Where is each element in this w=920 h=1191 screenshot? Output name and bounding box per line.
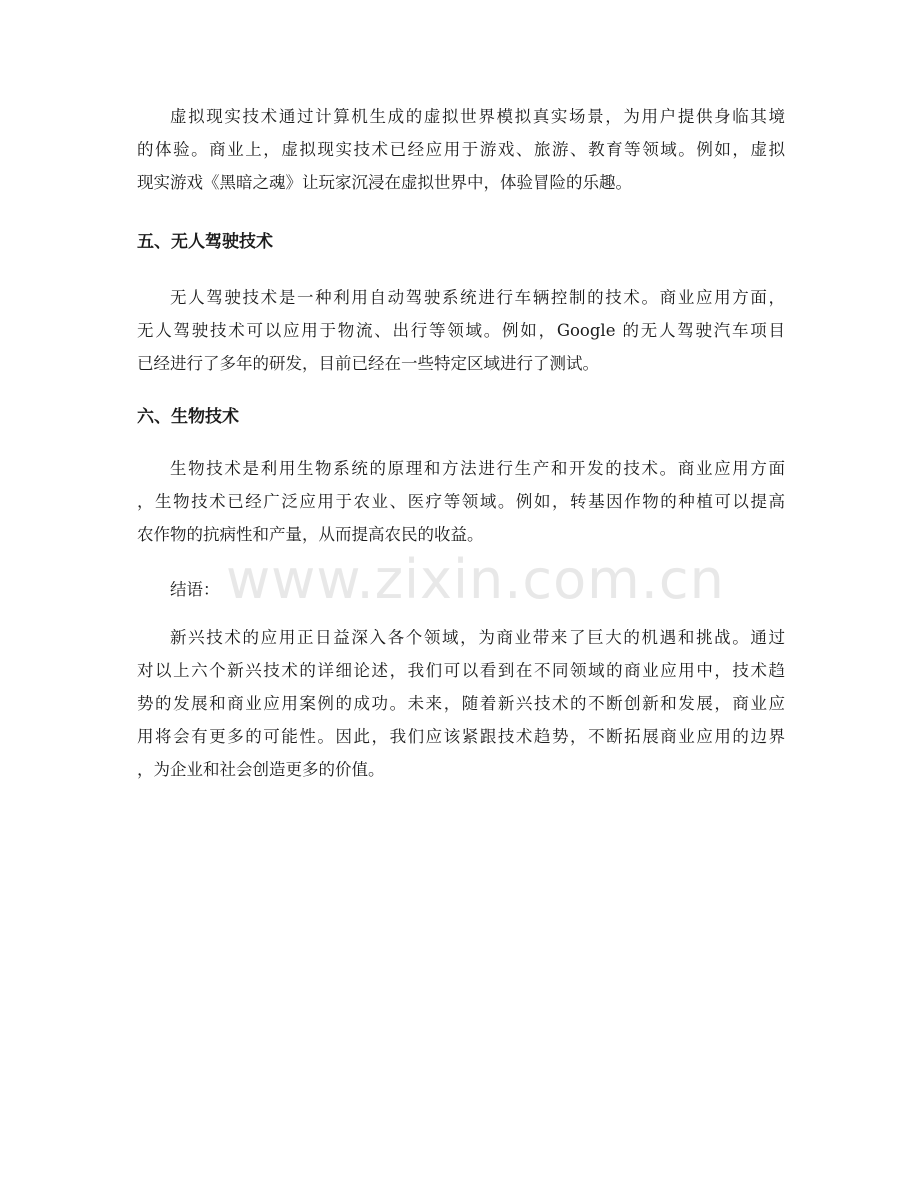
paragraph-line: 用将会有更多的可能性。因此，我们应该紧跟技术趋势，不断拓展商业应用的边界 (137, 727, 785, 746)
paragraph-line: ，生物技术已经广泛应用于农业、医疗等领域。例如，转基因作物的种植可以提高 (137, 492, 785, 511)
paragraph-line: 新兴技术的应用正日益深入各个领域，为商业带来了巨大的机遇和挑战。通过 (170, 628, 785, 647)
paragraph-line: 已经进行了多年的研发，目前已经在一些特定区域进行了测试。 (137, 354, 599, 373)
paragraph-line: 势的发展和商业应用案例的成功。未来，随着新兴技术的不断创新和发展，商业应 (137, 694, 785, 713)
paragraph-line: 无人驾驶技术可以应用于物流、出行等领域。例如，Google 的无人驾驶汽车项目 (137, 321, 785, 340)
paragraph-line: 的体验。商业上，虚拟现实技术已经应用于游戏、旅游、教育等领域。例如，虚拟 (137, 140, 785, 159)
section-heading-autonomous: 五、无人驾驶技术 (137, 232, 273, 252)
paragraph-vr (137, 100, 785, 199)
paragraph-conclusion (137, 621, 785, 786)
paragraph-line: 对以上六个新兴技术的详细论述，我们可以看到在不同领域的商业应用中，技术趋 (137, 661, 785, 680)
paragraph-line: 现实游戏《黑暗之魂》让玩家沉浸在虚拟世界中，体验冒险的乐趣。 (137, 173, 632, 192)
watermark: www.zixin.com.cn (226, 548, 725, 611)
conclusion-label: 结语： (170, 580, 220, 599)
section-heading-biotech: 六、生物技术 (137, 407, 239, 427)
paragraph-line: 生物技术是利用生物系统的原理和方法进行生产和开发的技术。商业应用方面 (170, 459, 785, 478)
paragraph-line: 无人驾驶技术是一种利用自动驾驶系统进行车辆控制的技术。商业应用方面， (170, 288, 785, 307)
paragraph-line: ，为企业和社会创造更多的价值。 (137, 760, 385, 779)
paragraph-biotech (137, 452, 785, 551)
paragraph-line: 虚拟现实技术通过计算机生成的虚拟世界模拟真实场景，为用户提供身临其境 (170, 107, 785, 126)
paragraph-line: 农作物的抗病性和产量，从而提高农民的收益。 (137, 525, 484, 544)
conclusion-label-block (137, 573, 785, 606)
paragraph-autonomous (137, 281, 785, 380)
